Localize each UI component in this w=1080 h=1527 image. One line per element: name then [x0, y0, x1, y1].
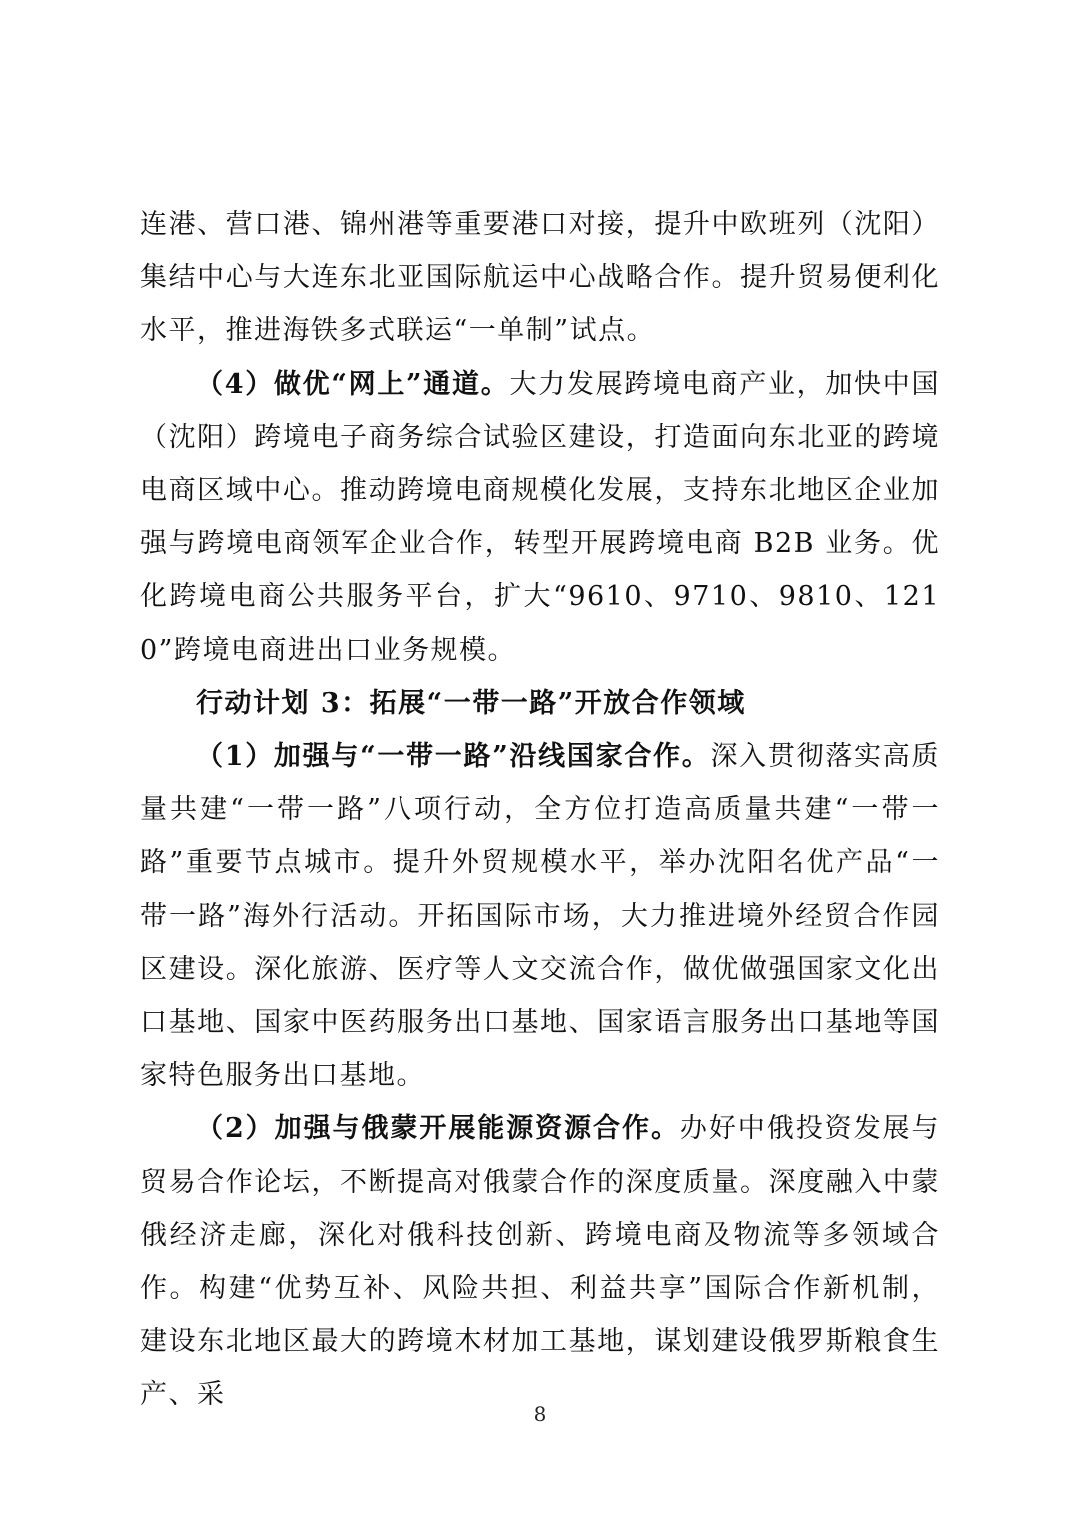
paragraph-body: 大力发展跨境电商产业，加快中国（沈阳）跨境电子商务综合试验区建设，打造面向东北亚的跨境电商区域中心。推动跨境电商规模化发展，支持东北地区企业加强与跨境电商领军企业合作，转型开展跨境电商 B2B 业务。优化跨境电商公共服务平台，扩大“9610、9710、9810、1210”跨境电商进出口业务规模。 — [140, 368, 940, 666]
paragraph-lead: （4）做优“网上”通道。 — [196, 368, 510, 400]
paragraph-body: 办好中俄投资发展与贸易合作论坛，不断提高对俄蒙合作的深度质量。深度融入中蒙俄经济走廊，深化对俄科技创新、跨境电商及物流等多领域合作。构建“优势互补、风险共担、利益共享”国际合作新机制，建设东北地区最大的跨境木材加工基地，谋划建设俄罗斯粮食生产、采 — [140, 1113, 940, 1411]
paragraph-lead: （1）加强与“一带一路”沿线国家合作。 — [196, 741, 711, 773]
paragraph-online-channel — [140, 358, 940, 677]
paragraph-lead: （2）加强与俄蒙开展能源资源合作。 — [196, 1113, 680, 1145]
section-heading: 行动计划 3：拓展“一带一路”开放合作领域 — [196, 687, 746, 719]
paragraph-russia-mongolia-cooperation — [140, 1102, 940, 1421]
paragraph-continuation — [140, 198, 940, 358]
paragraph-body: 连港、营口港、锦州港等重要港口对接，提升中欧班列（沈阳）集结中心与大连东北亚国际航运中心战略合作。提升贸易便利化水平，推进海铁多式联运“一单制”试点。 — [140, 209, 940, 347]
paragraph-body: 深入贯彻落实高质量共建“一带一路”八项行动，全方位打造高质量共建“一带一路”重要节点城市。提升外贸规模水平，举办沈阳名优产品“一带一路”海外行活动。开拓国际市场，大力推进境外经贸合作园区建设。深化旅游、医疗等人文交流合作，做优做强国家文化出口基地、国家中医药服务出口基地、国家语言服务出口基地等国家特色服务出口基地。 — [140, 741, 940, 1092]
document-body — [140, 198, 940, 1422]
page-number: 8 — [533, 1402, 547, 1426]
paragraph-belt-road-cooperation — [140, 730, 940, 1102]
